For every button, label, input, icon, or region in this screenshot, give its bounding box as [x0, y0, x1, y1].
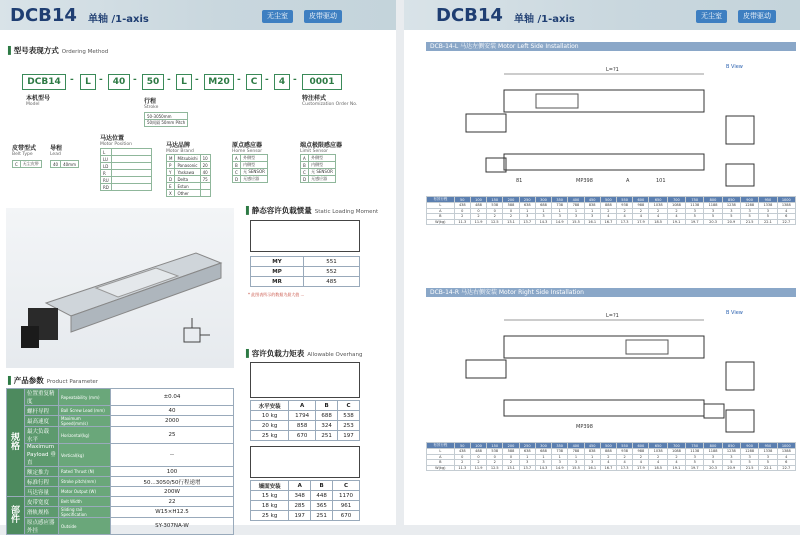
dim-cell: 20.3	[704, 219, 722, 225]
tag-belt: 皮带驱动	[304, 10, 342, 23]
dim-cell: 5	[704, 214, 722, 220]
dim-cell: A	[427, 208, 455, 214]
dim-cell: 13.7	[519, 465, 535, 471]
dim-cell: 14.9	[552, 465, 568, 471]
label-lead: 导程 Lead	[50, 145, 63, 157]
overhang-diagram-2	[250, 446, 360, 478]
dim-a: A	[626, 178, 630, 184]
dim-cell: 5	[704, 460, 722, 466]
dim-head-cell: 800	[704, 197, 722, 203]
dim-cell: 938	[617, 449, 633, 455]
dim-cell: 1288	[740, 203, 758, 209]
dim-cell: 2	[600, 454, 616, 460]
dim-cell: 588	[503, 449, 519, 455]
home-table: A 外侧型 B 内侧型 C 无 SENSOR D 无感应器	[232, 154, 268, 183]
belt-table: C 无尘皮带	[12, 160, 42, 168]
dim-cell: 838	[584, 449, 600, 455]
dim-cell: 18.5	[649, 219, 667, 225]
code-home: C	[246, 74, 262, 90]
dim-cell: 3	[740, 208, 758, 214]
dim-cell: 14.9	[552, 219, 568, 225]
dim-head-cell: 50	[454, 197, 470, 203]
dim-cell: 11.9	[470, 465, 486, 471]
dim-cell: 4	[600, 214, 616, 220]
right-header	[404, 0, 800, 30]
dim-cell: 688	[535, 203, 551, 209]
dim-head-cell: 900	[740, 443, 758, 449]
lead-table: 40 40mm	[50, 160, 79, 168]
dim-cell: 22.7	[777, 465, 795, 471]
dim-cell: 14.3	[535, 465, 551, 471]
dim-cell: 21.5	[740, 219, 758, 225]
left-header	[0, 0, 396, 30]
dim-cell: W(kg)	[427, 465, 455, 471]
dim-head-cell: 有效行程	[427, 443, 455, 449]
dim-cell: 2	[470, 214, 486, 220]
dim-cell: 1238	[722, 203, 740, 209]
notes: * 此图表所示的数据为最大值 ...	[248, 292, 305, 297]
dim-cell: 13.7	[519, 219, 535, 225]
dim-cell: 1288	[740, 449, 758, 455]
dim-head-cell: 350	[552, 197, 568, 203]
dim-cell: 0	[503, 454, 519, 460]
label-motor-brand: 马达品牌 Motor Brand	[166, 142, 194, 154]
dim-cell: 2	[470, 460, 486, 466]
dim-head-cell: 400	[568, 443, 584, 449]
label-limit: 端点极限感应器 Limit Sensor	[300, 142, 343, 154]
dim-cell: 5	[686, 460, 704, 466]
static-title: ▌静态容许负载惯量 Static Loading Moment	[246, 206, 379, 215]
dim-cell: 5	[759, 214, 777, 220]
dim-cell: 638	[519, 203, 535, 209]
dim-cell: 22.7	[777, 219, 795, 225]
label-model: 本机型号 Model	[26, 95, 51, 107]
dim-cell: 2	[667, 454, 685, 460]
dim-head-cell: 350	[552, 443, 568, 449]
dim-cell: 5	[686, 214, 704, 220]
dim-cell: 19.7	[686, 219, 704, 225]
table-row	[427, 219, 796, 225]
dim-cell: 1188	[704, 449, 722, 455]
dim-cell: 4	[633, 214, 649, 220]
dim-cell: 3	[535, 460, 551, 466]
dim-cell: 1	[568, 454, 584, 460]
dim-cell: 1	[584, 454, 600, 460]
dim-cell: 4	[617, 460, 633, 466]
dim-cell: 12.5	[487, 465, 503, 471]
dim-cell: 16.1	[584, 465, 600, 471]
dim-head-cell: 750	[686, 443, 704, 449]
overhang-title: ▌容许负载力矩表 Allowable Overhang	[246, 349, 363, 358]
limit-table: A 外侧型 B 内侧型 C 无 SENSOR D 无感应器	[300, 154, 336, 183]
dim-cell: 1	[519, 208, 535, 214]
subtitle: 单轴 /1-axis	[514, 14, 575, 25]
dim-cell: 3	[584, 460, 600, 466]
dim-head-cell: 50	[454, 443, 470, 449]
dim-cell: 2	[667, 208, 685, 214]
drawing-left	[426, 54, 796, 194]
dim-cell: 438	[454, 203, 470, 209]
dim-head-cell: 850	[722, 443, 740, 449]
dim-cell: 5	[740, 214, 758, 220]
dim-cell: 6	[777, 460, 795, 466]
overhang-table-2: 墙面安装 A B C 15 kg 348 448 1170 18 kg 285 365 961 25 kg 197 251 670	[250, 480, 360, 521]
dim-cell: 6	[777, 214, 795, 220]
dim-cell: 4	[600, 460, 616, 466]
dim-head-cell: 550	[617, 197, 633, 203]
dim-head-cell: 450	[584, 443, 600, 449]
dim-cell: 2	[503, 214, 519, 220]
dim-cell: 0	[454, 208, 470, 214]
group-part: 部件	[7, 497, 25, 535]
dim-cell: 21.5	[740, 465, 758, 471]
code-custom: 0001	[302, 74, 342, 90]
dim-cell: 1	[552, 208, 568, 214]
dim-cell: 788	[568, 203, 584, 209]
dim-cell: 11.3	[454, 219, 470, 225]
dim-head-cell: 700	[667, 197, 685, 203]
dim-cell: 3	[552, 460, 568, 466]
code-stroke: 50	[142, 74, 164, 90]
left-page: DCB14 单轴 /1-axis 无尘室 皮带驱动 ▌型号表现方式 Ordering Method DCB14 - L - 40 - 50 - L - M20 - C - 4 - 0001 本机型号 Model 行程 Stroke 50-3050mm 50间隔 50mm Pitch 特注样式 Customization Order No. 皮带型式 Belt Type C 无尘皮带 导程 Lead 40 40mm 马达位置 Motor Position L LU LD R RU RD 马达品牌 Motor Brand M Mitsubishi 10 P Panasonic 20 Y Yaskawa 40 D Delta 75 E Estun X Other 原点感应器 Home Sensor A 外侧型 B 内侧型 C 无 SENSOR D 无感应器 端点极限感应器 Limit Sensor A 外侧型 B 内侧型 C 无 SENSOR D 无感应器 ▌产品参数 Product Parameter 规格 位置重复精度 Repeatability (mm) ±0.04 螺杆导程 Ball Screw Lead (mm) 40 最高速度 Maximum Speed(mm/s) 2000 最大负载 水平 Horizontal(kg) 25 Maximum Payload 垂直 Vertical(kg) -- 额定推力 Rated Thrust (N) 100 标准行程 Stroke pitch(mm) 50...3050/50行程递增 马达容量 Motor Output (W) 200W 部件 皮带宽度 Belt Width 22 滑轨规格 Sliding rail Specification W15×H12.5 原点感应器 外挂 Outside SY-307NA-W ▌静态容许负载惯量 Static Loading Moment MY 551 MP 552 MR 485 * 此图表所示的数据为最大值 ... ▌容许负载力矩表 Allowable Overhang 水平安装 A B C 10 kg 1794 688 538 20 kg 858 324 253 25 kg 670 251 197 墙面安装 A B C 15 kg 348 448 1170 18 kg 285 365 961 25 kg 197 251 670	[0, 0, 396, 525]
dim-cell: 4	[667, 460, 685, 466]
dim-mp: MP398	[576, 178, 593, 184]
model-title: DCB14	[10, 5, 77, 26]
dim-cell: B	[427, 460, 455, 466]
dim-cell: 1338	[759, 449, 777, 455]
dim-cell: 488	[470, 449, 486, 455]
dim-cell: 2	[633, 208, 649, 214]
dim-head-cell: 150	[487, 197, 503, 203]
dim-cell: 4	[649, 214, 667, 220]
param-table: 规格 位置重复精度 Repeatability (mm) ±0.04 螺杆导程 Ball Screw Lead (mm) 40 最高速度 Maximum Speed(mm/s) 2000 最大负载 水平 Horizontal(kg) 25 Maximum Payload 垂直 Vertical(kg) -- 额定推力 Rated Thrust (N) 100 标准行程 Stroke pitch(mm) 50...3050/50行程递增 马达容量 Motor Output (W) 200W 部件 皮带宽度 Belt Width 22 滑轨规格 Sliding rail Specification W15×H12.5 原点感应器 外挂 Outside SY-307NA-W	[6, 388, 234, 535]
dim-head-cell: 600	[633, 443, 649, 449]
dim-cell: 1088	[667, 203, 685, 209]
dim-head-cell: 900	[740, 197, 758, 203]
dim-cell: 738	[552, 449, 568, 455]
dim-cell: 13.1	[503, 465, 519, 471]
dim-cell: 20.9	[722, 465, 740, 471]
dim-cell: 0	[470, 454, 486, 460]
dim-cell: B	[427, 214, 455, 220]
dim-cell: 3	[759, 208, 777, 214]
label-stroke: 行程 Stroke	[144, 98, 159, 110]
dim-head-cell: 250	[519, 443, 535, 449]
code-model: DCB14	[22, 74, 66, 90]
dim-cell: 1	[568, 208, 584, 214]
dim-cell: 1138	[686, 449, 704, 455]
dim-cell: 0	[454, 454, 470, 460]
dim-cell: 15.5	[568, 219, 584, 225]
dim-cell: 4	[633, 460, 649, 466]
motor-pos-table: L LU LD R RU RD	[100, 148, 152, 191]
dim-cell: 15.5	[568, 465, 584, 471]
dim-cell: 17.3	[617, 219, 633, 225]
code-limit: 4	[274, 74, 290, 90]
dim-cell: 1	[584, 208, 600, 214]
dim-head-cell: 200	[503, 197, 519, 203]
dim-cell: 938	[617, 203, 633, 209]
dim-cell: 1238	[722, 449, 740, 455]
dim-cell: 3	[722, 454, 740, 460]
overhang-table-1: 水平安装 A B C 10 kg 1794 688 538 20 kg 858 324 253 25 kg 670 251 197	[250, 400, 360, 441]
dim-cell: 16.7	[600, 465, 616, 471]
tag-cleanroom: 无尘室	[696, 10, 727, 23]
dim-cell: 4	[649, 460, 667, 466]
dim-cell: 988	[633, 449, 649, 455]
dim-table-1	[426, 196, 796, 225]
dim-head-cell: 950	[759, 197, 777, 203]
dim-head-cell: 300	[535, 197, 551, 203]
dim-cell: 3	[552, 214, 568, 220]
dim-cell: 3	[519, 460, 535, 466]
dim-cell: 2	[454, 214, 470, 220]
dim-cell: L	[427, 203, 455, 209]
dim-cell: 1088	[667, 449, 685, 455]
drawing-right	[426, 300, 796, 440]
dim-head-cell: 1000	[777, 197, 795, 203]
dim-cell: 13.1	[503, 219, 519, 225]
dim-cell: 5	[740, 460, 758, 466]
dim-cell: 11.3	[454, 465, 470, 471]
axis-icon	[184, 318, 210, 342]
dim-cell: 1338	[759, 203, 777, 209]
code-motor-brand: M20	[204, 74, 234, 90]
dim-head-cell: 100	[470, 197, 486, 203]
dim-cell: 3	[568, 214, 584, 220]
dim-81: 81	[516, 178, 523, 184]
dim-cell: 11.9	[470, 219, 486, 225]
dim-cell: 4	[617, 214, 633, 220]
dim-cell: 2	[487, 214, 503, 220]
code-motor-pos: L	[176, 74, 192, 90]
dim-cell: 3	[740, 454, 758, 460]
dim-cell: 638	[519, 449, 535, 455]
dim-cell: 19.1	[667, 219, 685, 225]
moment-diagram	[250, 220, 360, 252]
dim-head-cell: 100	[470, 443, 486, 449]
tag-belt: 皮带驱动	[738, 10, 776, 23]
dim-cell: 17.3	[617, 465, 633, 471]
dim-cell: 5	[722, 460, 740, 466]
dim-l: L=?1	[606, 313, 619, 319]
dim-cell: 20.9	[722, 219, 740, 225]
dim-cell: 14.3	[535, 219, 551, 225]
stroke-table: 50-3050mm 50间隔 50mm Pitch	[144, 112, 188, 127]
dim-cell: A	[427, 454, 455, 460]
dim-cell: 3	[759, 454, 777, 460]
dim-head-cell: 750	[686, 197, 704, 203]
label-motor-pos: 马达位置 Motor Position	[100, 135, 132, 147]
dim-cell: 17.9	[633, 465, 649, 471]
dim-cell: 438	[454, 449, 470, 455]
dim-cell: 2	[454, 460, 470, 466]
dim-l: L=?1	[606, 67, 619, 73]
dim-cell: 2	[617, 208, 633, 214]
dim-cell: 22.1	[759, 465, 777, 471]
dim-cell: 2	[503, 460, 519, 466]
dim-cell: 5	[759, 460, 777, 466]
dim-cell: 0	[487, 454, 503, 460]
dim-cell: 888	[600, 203, 616, 209]
dim-cell: 2	[649, 208, 667, 214]
moment-table: MY 551 MP 552 MR 485	[250, 256, 360, 287]
dim-cell: 1388	[777, 449, 795, 455]
model-title: DCB14	[436, 5, 503, 26]
dim-cell: 1	[535, 208, 551, 214]
dim-cell: 0	[470, 208, 486, 214]
dim-cell: 788	[568, 449, 584, 455]
label-belt: 皮带型式 Belt Type	[12, 145, 37, 157]
dim-head-cell: 950	[759, 443, 777, 449]
dim-cell: 17.9	[633, 219, 649, 225]
subtitle: 单轴 /1-axis	[88, 14, 149, 25]
dim-cell: 2	[633, 454, 649, 460]
dim-cell: 16.1	[584, 219, 600, 225]
dim-cell: 3	[686, 454, 704, 460]
table-row	[427, 465, 796, 471]
code-belt: L	[80, 74, 96, 90]
dim-cell: 0	[487, 208, 503, 214]
dim-cell: 3	[535, 214, 551, 220]
dim-head-cell: 450	[584, 197, 600, 203]
right-page	[404, 0, 800, 525]
dim-cell: 1388	[777, 203, 795, 209]
dim-cell: 20.3	[704, 465, 722, 471]
dim-cell: 4	[667, 214, 685, 220]
dim-cell: 3	[519, 214, 535, 220]
dim-cell: 2	[600, 208, 616, 214]
product-image	[6, 208, 234, 368]
dim-head-cell: 200	[503, 443, 519, 449]
dim-cell: 588	[503, 203, 519, 209]
dim-cell: 4	[777, 454, 795, 460]
dim-mp: MP398	[576, 424, 593, 430]
dim-cell: 1	[535, 454, 551, 460]
dim-cell: 988	[633, 203, 649, 209]
actuator-illustration	[6, 208, 234, 368]
dim-head-cell: 有效行程	[427, 197, 455, 203]
dim-head-cell: 400	[568, 197, 584, 203]
dim-cell: 688	[535, 449, 551, 455]
dim-head-cell: 500	[600, 197, 616, 203]
dim-cell: 538	[487, 449, 503, 455]
dim-head-cell: 250	[519, 197, 535, 203]
dim-cell: 0	[503, 208, 519, 214]
dim-cell: 3	[584, 214, 600, 220]
section-right-install: DCB-14-R 马达右侧安装 Motor Right Side Installation	[426, 288, 796, 297]
dim-cell: 19.7	[686, 465, 704, 471]
dim-cell: 3	[704, 454, 722, 460]
dim-cell: 4	[777, 208, 795, 214]
dim-head-cell: 550	[617, 443, 633, 449]
dim-cell: 22.1	[759, 219, 777, 225]
section-left-install: DCB-14-L 马达左侧安装 Motor Left Side Installation	[426, 42, 796, 51]
dim-head-cell: 500	[600, 443, 616, 449]
dim-101: 101	[656, 178, 666, 184]
dim-cell: 12.5	[487, 219, 503, 225]
label-custom: 特注样式 Customization Order No.	[302, 95, 358, 107]
dim-cell: 3	[704, 208, 722, 214]
dim-cell: 488	[470, 203, 486, 209]
dim-head-cell: 850	[722, 197, 740, 203]
dim-cell: 3	[722, 208, 740, 214]
dim-cell: 738	[552, 203, 568, 209]
dim-cell: 2	[649, 454, 667, 460]
code-lead: 40	[108, 74, 130, 90]
overhang-diagram-1	[250, 362, 360, 398]
dim-head-cell: 600	[633, 197, 649, 203]
dim-cell: 16.7	[600, 219, 616, 225]
dim-cell: 2	[487, 460, 503, 466]
brand-table: M Mitsubishi 10 P Panasonic 20 Y Yaskawa 40 D Delta 75 E Estun X Other	[166, 154, 211, 197]
dim-cell: 3	[686, 208, 704, 214]
dim-cell: 1138	[686, 203, 704, 209]
dim-cell: 2	[617, 454, 633, 460]
dim-cell: 1038	[649, 449, 667, 455]
dim-cell: 1188	[704, 203, 722, 209]
dim-cell: 1	[519, 454, 535, 460]
label-home: 原点感应器 Home Sensor	[232, 142, 263, 154]
ordering-title: ▌型号表现方式 Ordering Method	[8, 46, 109, 55]
dim-head-cell: 650	[649, 443, 667, 449]
dim-head-cell: 650	[649, 197, 667, 203]
dim-cell: 5	[722, 214, 740, 220]
dim-head-cell: 700	[667, 443, 685, 449]
dim-cell: 838	[584, 203, 600, 209]
dim-cell: 18.5	[649, 465, 667, 471]
dim-table-2	[426, 442, 796, 471]
view-label: B View	[726, 64, 743, 70]
dim-cell: W(kg)	[427, 219, 455, 225]
tag-cleanroom: 无尘室	[262, 10, 293, 23]
dim-cell: 3	[568, 460, 584, 466]
dim-cell: 19.1	[667, 465, 685, 471]
dim-cell: 1038	[649, 203, 667, 209]
dim-cell: L	[427, 449, 455, 455]
dim-cell: 1	[552, 454, 568, 460]
product-title: ▌产品参数 Product Parameter	[8, 376, 99, 385]
view-label: B View	[726, 310, 743, 316]
dim-head-cell: 300	[535, 443, 551, 449]
group-spec: 规格	[7, 389, 25, 497]
dim-cell: 888	[600, 449, 616, 455]
dim-head-cell: 150	[487, 443, 503, 449]
dim-cell: 538	[487, 203, 503, 209]
dim-head-cell: 800	[704, 443, 722, 449]
dim-head-cell: 1000	[777, 443, 795, 449]
